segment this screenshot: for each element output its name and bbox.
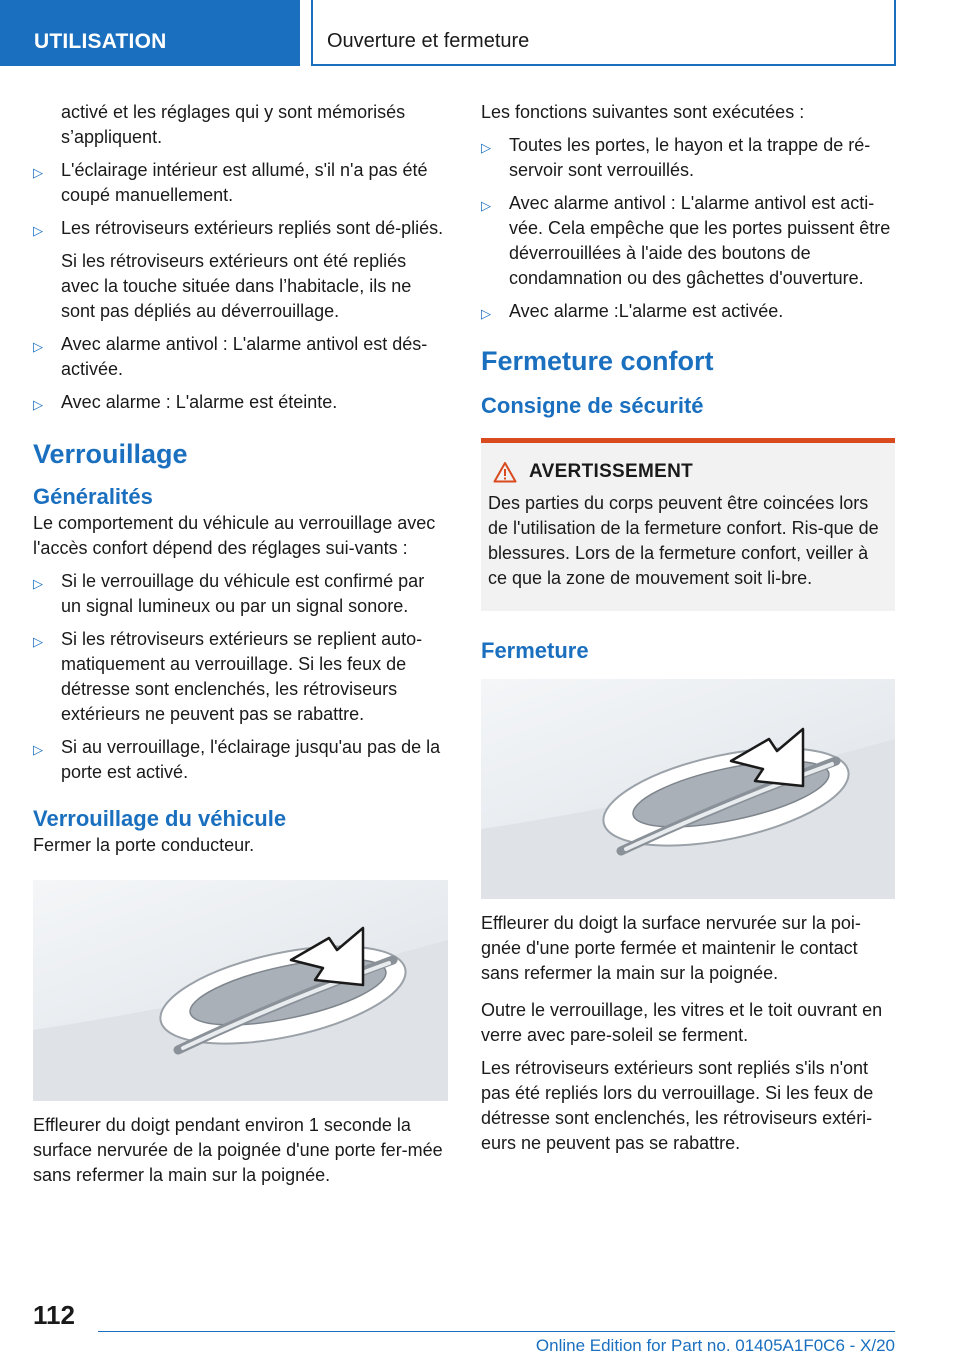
list-item [33, 569, 449, 619]
list-item-text: Avec alarme :L'alarme est activée. [509, 301, 784, 321]
list-item [33, 735, 449, 785]
heading-verrouillage: Verrouillage [33, 439, 188, 469]
heading-verrouillage-vehicule: Verrouillage du véhicule [33, 806, 287, 831]
bullet-icon: ▷ [481, 306, 491, 321]
bullet-icon: ▷ [33, 634, 43, 649]
list-item-text: Avec alarme : L'alarme est éteinte. [61, 392, 338, 412]
fermeture-para-1: Outre le verrouillage, les vitres et le toit ouvrant en verre avec pare-soleil se ferment. [481, 1000, 883, 1045]
bullet-list-a [33, 158, 449, 241]
door-handle-illustration-2 [481, 679, 895, 899]
list-item [33, 332, 449, 382]
warning-triangle-icon [493, 461, 517, 483]
vehicule-text: Fermer la porte conducteur. [33, 835, 255, 855]
heading-generalites: Généralités [33, 484, 153, 509]
warning-title [488, 461, 888, 483]
door-handle-figure [33, 880, 448, 1101]
footer-edition: Online Edition for Part no. 01405A1F0C6 - X/20 [535, 1336, 895, 1355]
heading-fermeture: Fermeture [481, 638, 589, 663]
fermeture-para-2: Les rétroviseurs extérieurs sont repliés s'ils n'ont pas été repliés lors du verrouillage. Si les feux de détresse sont enclenchés, les rétroviseurs extéri-eurs ne peuvent pas se rabattre. [481, 1058, 874, 1153]
warning-title-text: AVERTISSEMENT [529, 461, 694, 482]
right-column [481, 100, 895, 1156]
mirror-note: Si les rétroviseurs extérieurs ont été repliés avec la touche située dans l’habitacle, ils ne sont pas dépliés au déverrouillage. [61, 251, 412, 321]
bullet-icon: ▷ [481, 198, 491, 213]
list-item [481, 191, 895, 291]
bullet-list-right [481, 133, 895, 324]
list-item-text: Avec alarme antivol : L'alarme antivol est acti-vée. Cela empêche que les portes puissent être déverrouillées à l'aide des boutons de condamnation ou des gâchettes d'ouverture. [509, 193, 891, 288]
functions-intro: Les fonctions suivantes sont exécutées : [481, 102, 805, 122]
bullet-list-c [33, 569, 449, 785]
left-column [33, 100, 449, 1188]
header-section-tab [0, 0, 300, 66]
bullet-list-b [33, 332, 449, 415]
bullet-icon: ▷ [33, 397, 43, 412]
continued-text: activé et les réglages qui y sont mémorisés s’appliquent. [61, 102, 406, 147]
warning-text: Des parties du corps peuvent être coincées lors de l'utilisation de la fermeture confort. Ris-que de blessures. Lors de la fermeture confort, veiller à ce que la zone de mouvement soit li-bre. [488, 493, 879, 588]
heading-consigne-securite: Consigne de sécurité [481, 393, 704, 418]
header-chapter-label: Ouverture et fermeture [327, 30, 530, 52]
list-item-text: Si les rétroviseurs extérieurs se replient auto-matiquement au verrouillage. Si les feux de détresse sont enclenchés, les rétroviseurs extérieurs ne peuvent pas se rabattre. [61, 629, 423, 724]
header-section-label: UTILISATION [34, 30, 167, 53]
list-item-text: Avec alarme antivol : L'alarme antivol est dés-activée. [61, 334, 428, 379]
warning-box [481, 438, 895, 611]
door-handle-illustration [33, 880, 448, 1101]
header-chapter-box [311, 0, 896, 66]
bullet-icon: ▷ [33, 339, 43, 354]
left-figure-caption: Effleurer du doigt pendant environ 1 seconde la surface nervurée de la poignée d'une porte fer-mée sans refermer la main sur la poignée. [33, 1115, 443, 1185]
list-item-text: L'éclairage intérieur est allumé, s'il n'a pas été coupé manuellement. [61, 160, 428, 205]
heading-fermeture-confort: Fermeture confort [481, 346, 714, 376]
bullet-icon: ▷ [33, 576, 43, 591]
list-item [33, 390, 449, 415]
list-item-text: Si le verrouillage du véhicule est confirmé par un signal lumineux ou par un signal sonore. [61, 571, 425, 616]
list-item [481, 133, 895, 183]
page-number: 112 [33, 1300, 75, 1330]
bullet-icon: ▷ [33, 742, 43, 757]
generalites-text: Le comportement du véhicule au verrouillage avec l'accès confort dépend des réglages sui-vants : [33, 513, 436, 558]
footer-divider [98, 1331, 895, 1332]
bullet-icon: ▷ [481, 140, 491, 155]
list-item-text: Toutes les portes, le hayon et la trappe de ré-servoir sont verrouillés. [509, 135, 871, 180]
right-figure-caption: Effleurer du doigt la surface nervurée sur la poi-gnée d'une porte fermée et maintenir le contact sans refermer la main sur la poignée. [481, 913, 861, 983]
bullet-icon: ▷ [33, 165, 43, 180]
list-item [33, 216, 449, 241]
list-item-text: Les rétroviseurs extérieurs repliés sont dé-pliés. [61, 218, 444, 238]
door-handle-figure-2 [481, 679, 895, 899]
list-item [33, 158, 449, 208]
list-item [481, 299, 895, 324]
list-item [33, 627, 449, 727]
bullet-icon: ▷ [33, 223, 43, 238]
list-item-text: Si au verrouillage, l'éclairage jusqu'au pas de la porte est activé. [61, 737, 441, 782]
